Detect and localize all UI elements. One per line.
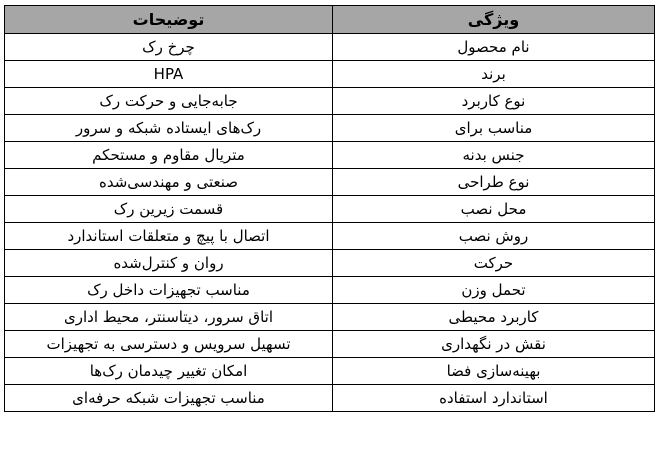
table-row	[5, 277, 655, 304]
feature-cell: حرکت	[333, 250, 655, 277]
table-row	[5, 142, 655, 169]
description-cell: قسمت زیرین رک	[5, 196, 333, 223]
feature-cell: جنس بدنه	[333, 142, 655, 169]
table-row	[5, 385, 655, 412]
description-cell: اتصال با پیچ و متعلقات استاندارد	[5, 223, 333, 250]
feature-cell: استاندارد استفاده	[333, 385, 655, 412]
description-cell: چرخ رک	[5, 34, 333, 61]
description-cell: اتاق سرور، دیتاسنتر، محیط اداری	[5, 304, 333, 331]
description-cell: امکان تغییر چیدمان رک‌ها	[5, 358, 333, 385]
table-row	[5, 169, 655, 196]
feature-cell: نام محصول	[333, 34, 655, 61]
feature-cell: مناسب برای	[333, 115, 655, 142]
feature-cell: نوع طراحی	[333, 169, 655, 196]
feature-cell: برند	[333, 61, 655, 88]
table-row	[5, 115, 655, 142]
table-row	[5, 196, 655, 223]
table-row	[5, 250, 655, 277]
description-cell: متریال مقاوم و مستحکم	[5, 142, 333, 169]
description-cell: روان و کنترل‌شده	[5, 250, 333, 277]
feature-cell: بهینه‌سازی فضا	[333, 358, 655, 385]
description-cell: HPA	[5, 61, 333, 88]
table-row	[5, 88, 655, 115]
feature-cell: محل نصب	[333, 196, 655, 223]
feature-cell: کاربرد محیطی	[333, 304, 655, 331]
table-row	[5, 223, 655, 250]
table-row	[5, 304, 655, 331]
header-description: توضیحات	[5, 6, 333, 34]
table-row	[5, 61, 655, 88]
description-cell: رک‌های ایستاده شبکه و سرور	[5, 115, 333, 142]
description-cell: مناسب تجهیزات شبکه حرفه‌ای	[5, 385, 333, 412]
feature-cell: روش نصب	[333, 223, 655, 250]
table-row	[5, 358, 655, 385]
description-cell: صنعتی و مهندسی‌شده	[5, 169, 333, 196]
table-row	[5, 34, 655, 61]
description-cell: جابه‌جایی و حرکت رک	[5, 88, 333, 115]
feature-cell: نوع کاربرد	[333, 88, 655, 115]
description-cell: تسهیل سرویس و دسترسی به تجهیزات	[5, 331, 333, 358]
feature-cell: نقش در نگهداری	[333, 331, 655, 358]
feature-cell: تحمل وزن	[333, 277, 655, 304]
description-cell: مناسب تجهیزات داخل رک	[5, 277, 333, 304]
spec-table	[4, 5, 655, 412]
table-row	[5, 331, 655, 358]
table-header-row	[5, 6, 655, 34]
header-feature: ویژگی	[333, 6, 655, 34]
